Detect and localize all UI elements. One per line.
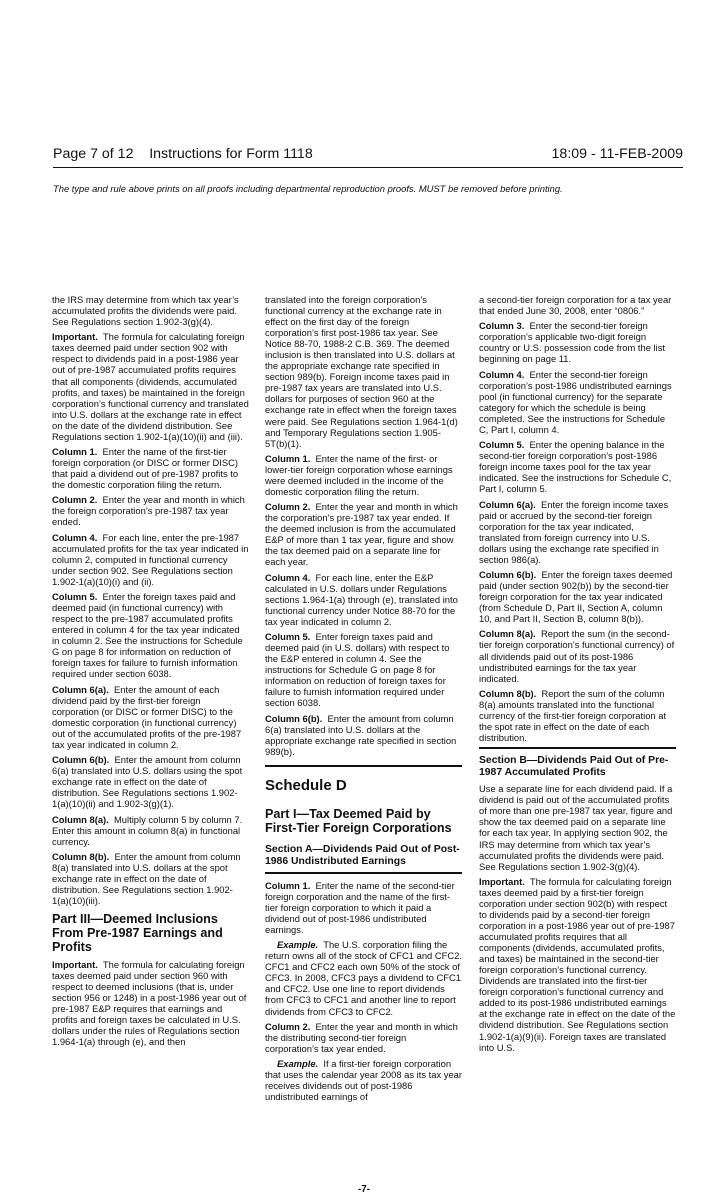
section-heading: Section A—Dividends Paid Out of Post-1986 Undistributed Earnings xyxy=(265,843,460,867)
header-timestamp: 18:09 - 11-FEB-2009 xyxy=(551,146,683,162)
paragraph xyxy=(52,754,249,809)
paragraph-text: The U.S. corporation filing the return owns all of the stock of CFC1 and CFC2. CFC1 and CFC2 each own 50% of the stock of CFC3. In 2008, CFC3 pays a dividend to CFC1 and CFC2. Use one line to report dividends from CFC3 to CFC1 and another line to report dividends from CFC3 to CFC2. xyxy=(265,939,462,1017)
paragraph-lead: Example. xyxy=(277,939,319,951)
paragraph xyxy=(479,439,676,494)
paragraph-text: Enter the amount from column 6(a) translated into U.S. dollars using the spot exchange rate in effect on the date of distribution. See Regulations sections 1.902-1(a)(10)(ii) and 1.902-3(g)(1). xyxy=(52,754,243,810)
paragraph-lead: Column 6(b). xyxy=(52,754,110,766)
paragraph-text: Enter the name of the first- or lower-tier foreign corporation whose earnings were deemed included in the income of the domestic corporation filing the return. xyxy=(265,452,453,497)
paragraph xyxy=(479,569,676,624)
paragraph-text: For each line, enter the E&P calculated in U.S. dollars under Regulations sections 1.964-1(a) through (e), translated into functional currency under Notice 88-70 for the tax year indicated in column 2. xyxy=(265,571,458,627)
paragraph-text: The formula for calculating foreign taxes deemed paid under section 902 with respect to dividends paid in a post-1986 year out of pre-1987 accumulated profits requires that all components (dividends, accumulated profits, and taxes) be maintained in the foreign corporation’s functional currency and translated into U.S. dollars at the exchange rate in effect on the date of the dividend distribution. See Regulations section 1.902-1(a)(10)(ii) and (iii). xyxy=(52,331,249,442)
section-heading: Section B—Dividends Paid Out of Pre-1987 Accumulated Profits xyxy=(479,755,669,779)
paragraph-lead: Column 1. xyxy=(265,452,311,464)
schedule-heading: Schedule D xyxy=(265,776,347,794)
paragraph xyxy=(265,453,462,497)
paragraph-lead: Column 5. xyxy=(52,591,98,603)
section-heading: Part III—Deemed Inclusions From Pre-1987 Earnings and Profits xyxy=(52,912,223,955)
paragraph-lead: Column 8(b). xyxy=(52,850,110,862)
paragraph xyxy=(479,369,676,435)
paragraph-text: Enter the name of the second-tier foreign corporation and the name of the first-tier foreign corporation to which it paid a dividend out of post-1986 undistributed earnings. xyxy=(265,879,455,935)
paragraph xyxy=(52,532,249,587)
paragraph xyxy=(265,501,462,567)
paragraph xyxy=(479,876,676,1053)
header-rule xyxy=(53,167,683,168)
column-right xyxy=(479,294,676,1057)
paragraph xyxy=(52,684,249,750)
paragraph-text: Enter the second-tier foreign corporation’s post-1986 undistributed earnings pool (in functional currency) for the separate category for which the schedule is being completed. See the instructions for Schedule C, Part I, column 4. xyxy=(479,368,672,435)
paragraph-text: Report the sum (in the second-tier foreign corporation’s functional currency) of all dividends paid out of its post-1986 undistributed earnings for the tax year indicated. xyxy=(479,628,675,684)
paragraph-lead: Column 5. xyxy=(479,439,525,451)
paragraph-text: Enter the foreign income taxes paid or accrued by the second-tier foreign corporation for the tax year indicated, translated from foreign currency into U.S. dollars using the exchange rate specified in section 986(a). xyxy=(479,498,669,565)
paragraph xyxy=(52,494,249,527)
paragraph xyxy=(265,631,462,708)
paragraph-text: Multiply column 5 by column 7. Enter this amount in column 8(a) in functional currency. xyxy=(52,813,243,847)
section-rule xyxy=(265,765,462,767)
proof-note: The type and rule above prints on all proofs including departmental reproduction proofs. MUST be removed before printing. xyxy=(53,183,563,194)
paragraph xyxy=(479,783,676,871)
paragraph xyxy=(479,688,676,743)
paragraph-lead: Column 2. xyxy=(265,1020,311,1032)
paragraph-text: Use a separate line for each dividend paid. If a dividend is paid out of the accumulated profits of more than one pre-1987 tax year, figure and show the tax deemed paid on a separate line for each tax year. In applying section 902, the IRS may determine from which tax year’s accumulated profits the dividends were paid. See Regulations section 1.902-3(g)(4). xyxy=(479,783,673,872)
paragraph xyxy=(479,320,676,364)
paragraph xyxy=(265,294,462,449)
paragraph-text: Enter the opening balance in the second-tier foreign corporation’s post-1986 foreign income taxes pool for the tax year indicated. See the instructions for Schedule C, Part I, column 5. xyxy=(479,439,672,495)
column-middle xyxy=(265,294,462,1106)
paragraph-text: The formula for calculating foreign taxes deemed paid under section 960 with respect to deemed inclusions (that is, under section 956 or 1248) in a post-1986 year out of pre-1987 E&P requires that earnings and profits and foreign taxes be calculated in U.S. dollars under the rules of Regulations section 1.964-1(a) through (e), and then xyxy=(52,959,247,1048)
paragraph-text: The formula for calculating foreign taxes deemed paid by a first-tier foreign corporation under section 902(b) with respect to dividends paid by a second-tier foreign corporation in a post-1986 year out of pre-1987 accumulated profits requires that all components (dividends, accumulated profits, and taxes) be maintained in the second-tier foreign corporation’s functional currency. Dividends are translated into the first-tier foreign corporation’s functional currency and added to its post-1986 undistributed earnings at the exchange rate in effect on the date of the dividend distribution. See Regulations section 1.902-1(a)(9)(ii). Foreign taxes are translated into U.S. xyxy=(479,875,676,1053)
paragraph xyxy=(479,499,676,565)
paragraph-lead: Column 2. xyxy=(52,494,98,506)
paragraph xyxy=(52,851,249,906)
running-header xyxy=(53,146,683,166)
paragraph xyxy=(52,814,249,847)
paragraph-text: Enter the amount from column 6(a) translated into U.S. dollars at the appropriate exchange rate specified in section 989(b). xyxy=(265,712,457,757)
paragraph-lead: Column 1. xyxy=(52,445,98,457)
paragraph-lead: Important. xyxy=(479,875,525,887)
paragraph-text: a second-tier foreign corporation for a tax year that ended June 30, 2008, enter “0806.” xyxy=(479,294,672,317)
paragraph-text: the IRS may determine from which tax year’s accumulated profits the dividends were paid. See Regulations section 1.902-3(g)(4). xyxy=(52,294,239,328)
paragraph-lead: Example. xyxy=(277,1058,319,1070)
paragraph-lead: Column 4. xyxy=(52,531,98,543)
paragraph-text: Report the sum of the column 8(a) amounts translated into the functional currency of the first-tier foreign corporation at the spot rate in effect on the date of each distribution. xyxy=(479,687,667,744)
paragraph-lead: Column 8(b). xyxy=(479,687,537,699)
paragraph xyxy=(52,294,249,327)
paragraph-text: If a first-tier foreign corporation that uses the calendar year 2008 as its tax year receives dividends out of post-1986 undistributed earnings of xyxy=(265,1058,462,1103)
paragraph xyxy=(479,628,676,683)
paragraph xyxy=(265,939,462,1016)
paragraph xyxy=(265,1058,462,1102)
section-heading: Part I—Tax Deemed Paid by First-Tier Foreign Corporations xyxy=(265,806,452,835)
paragraph-text: Enter the amount from column 8(a) translated into U.S. dollars at the spot exchange rate in effect on the date of distribution. See Regulations section 1.902-1(a)(10)(iii). xyxy=(52,850,241,907)
paragraph-text: Enter the year and month in which the distributing second-tier foreign corporation’s tax year ended. xyxy=(265,1020,458,1054)
paragraph xyxy=(52,959,249,1047)
paragraph-text: Enter the second-tier foreign corporation’s applicable two-digit foreign country or U.S. possession code from the list beginning on page 11. xyxy=(479,320,666,365)
paragraph-text: Enter the year and month in which the corporation’s pre-1987 tax year ended. If the deemed inclusion is from the accumulated E&P of more than 1 tax year, figure and show the tax deemed paid on a separate line for each year. xyxy=(265,501,458,568)
paragraph-lead: Column 4. xyxy=(479,368,525,380)
paragraph-lead: Column 8(a). xyxy=(479,628,536,640)
section-rule xyxy=(479,747,676,749)
paragraph xyxy=(52,331,249,441)
paragraph-text: Enter the foreign taxes paid and deemed paid (in functional currency) with respect to the pre-1987 accumulated profits entered in column 4 for the tax year indicated in column 2. See the instructions for Schedule G on page 8 for information on reduction of foreign taxes for failure to furnish information required under section 6038. xyxy=(52,591,243,680)
section-rule xyxy=(265,872,462,874)
paragraph-text: Enter the name of the first-tier foreign corporation (or DISC or former DISC) that paid a dividend out of pre-1987 profits to the domestic corporation filing the return. xyxy=(52,445,239,491)
paragraph-text: Enter the amount of each dividend paid by the first-tier foreign corporation (or DISC or former DISC) to the domestic corporation (in functional currency) out of the accumulated profits of the pre-1987 tax year indicated in column 2. xyxy=(52,683,242,750)
paragraph-lead: Column 6(b). xyxy=(265,712,323,724)
paragraph-lead: Column 2. xyxy=(265,501,311,513)
paragraph xyxy=(265,880,462,935)
paragraph-text: For each line, enter the pre-1987 accumulated profits for the tax year indicated in column 2, computed in functional currency under section 902. See Regulations section 1.902-1(a)(10)(i) and (ii). xyxy=(52,531,249,587)
paragraph xyxy=(265,572,462,627)
paragraph-lead: Column 6(a). xyxy=(52,683,109,695)
paragraph-lead: Column 5. xyxy=(265,631,311,643)
paragraph-lead: Column 3. xyxy=(479,320,525,332)
paragraph-text: translated into the foreign corporation’s functional currency at the exchange rate in effect on the first day of the foreign corporation’s first post-1986 tax year. See Notice 88-70, 1988-2 C.B. 369. The deemed inclusion is then translated into U.S. dollars at the appropriate exchange rate specified in section 989(b). Foreign income taxes paid in pre-1987 tax years are translated into U.S. dollars for purposes of section 960 at the exchange rate in effect when the foreign taxes were paid. See Regulations section 1.964-1(d) and Temporary Regulations section 1.905-5T(b)(1). xyxy=(265,294,458,449)
paragraph-text: Enter foreign taxes paid and deemed paid (in U.S. dollars) with respect to the E&P entered in column 4. See the instructions for Schedule G on page 8 for information on reduction of foreign taxes for failure to furnish information required under section 6038. xyxy=(265,631,450,709)
paragraph xyxy=(52,446,249,490)
paragraph-text: Enter the year and month in which the foreign corporation’s pre-1987 tax year ended. xyxy=(52,494,245,528)
column-left xyxy=(52,294,249,1052)
paragraph-lead: Important. xyxy=(52,331,98,343)
paragraph-lead: Column 1. xyxy=(265,879,311,891)
paragraph-lead: Column 6(a). xyxy=(479,498,536,510)
paragraph-lead: Column 6(b). xyxy=(479,569,537,581)
paragraph xyxy=(265,1021,462,1054)
header-title: Page 7 of 12 Instructions for Form 1118 xyxy=(53,146,313,162)
paragraph xyxy=(52,591,249,679)
paragraph-text: Enter the foreign taxes deemed paid (under section 902(b)) by the second-tier foreign corporation for the tax year indicated (from Schedule D, Part II, Section A, column 10, and Part II, Section B, column 8(b)). xyxy=(479,569,673,625)
paragraph-lead: Column 4. xyxy=(265,571,311,583)
paragraph-lead: Column 8(a). xyxy=(52,813,109,825)
paragraph xyxy=(479,294,676,316)
paragraph xyxy=(265,713,462,757)
paragraph-lead: Important. xyxy=(52,959,98,971)
page-number: -7- xyxy=(358,1184,370,1195)
